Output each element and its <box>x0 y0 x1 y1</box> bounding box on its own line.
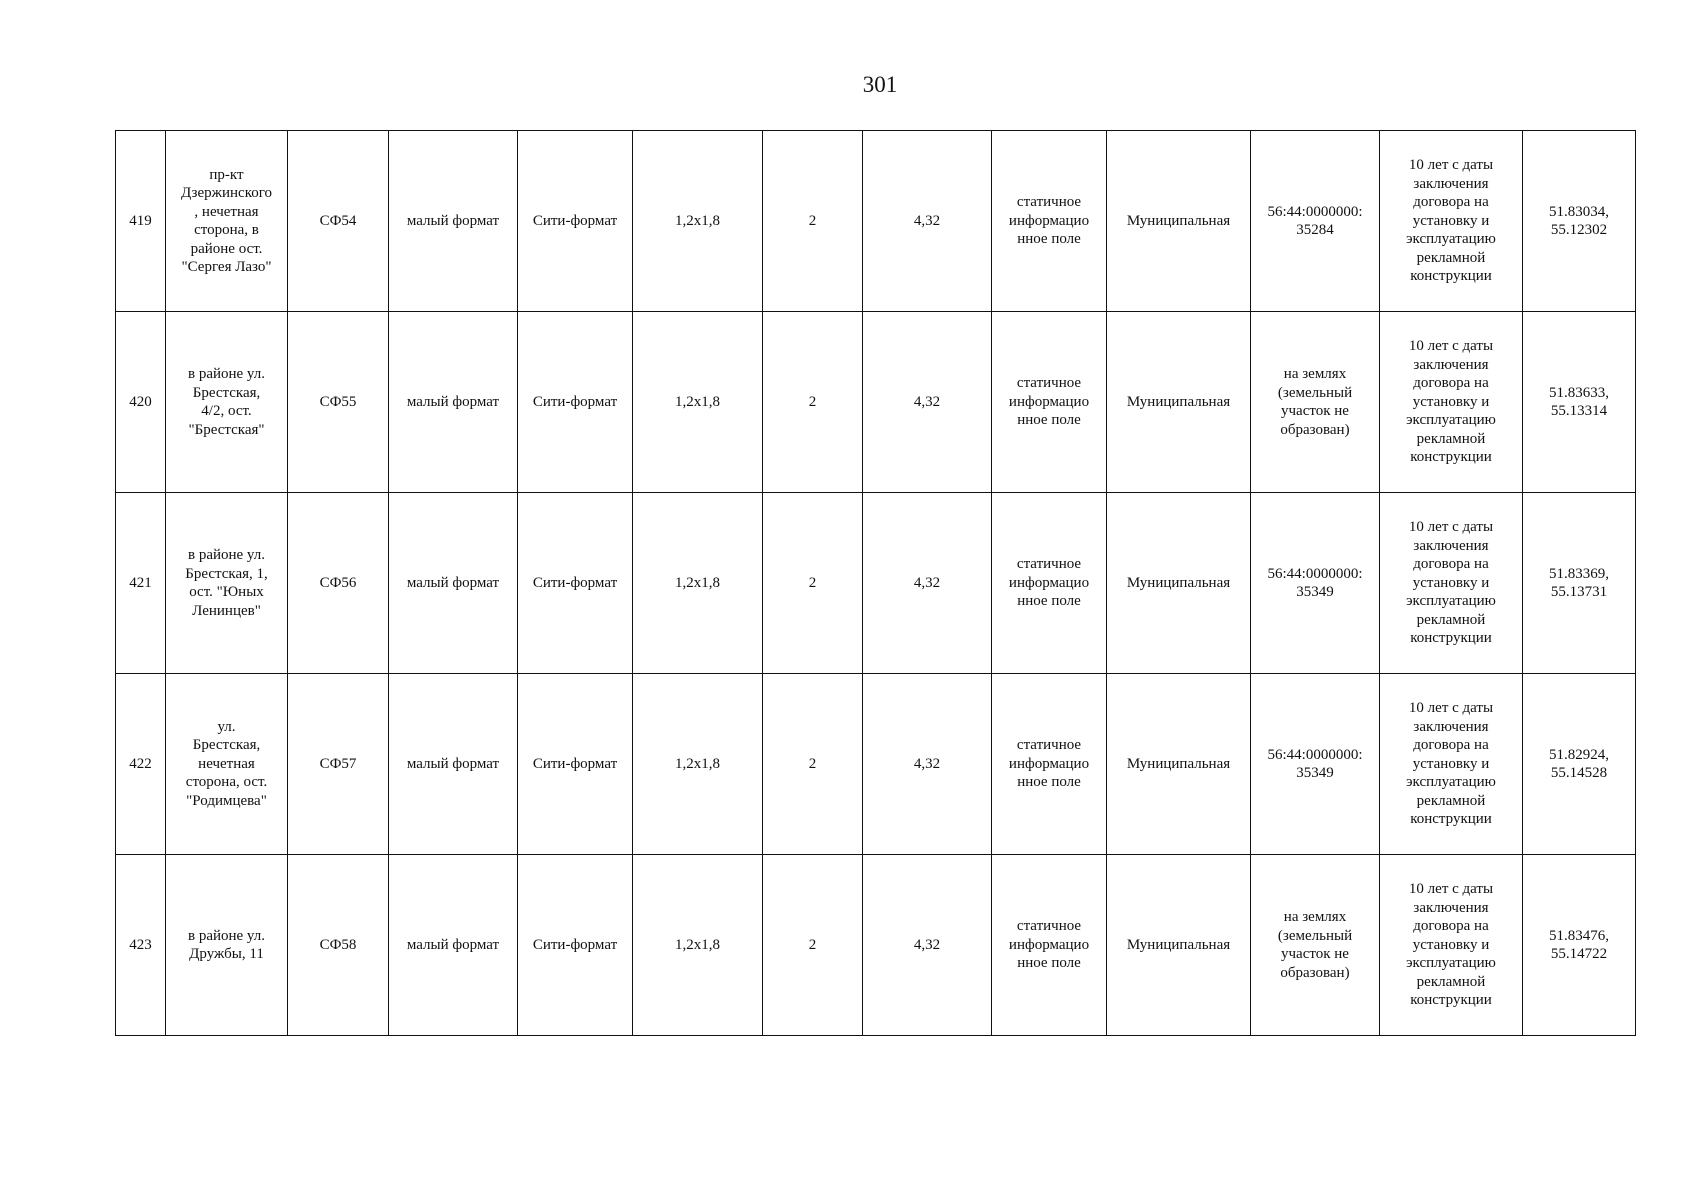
cell-cadastral: 56:44:0000000: 35349 <box>1251 674 1380 855</box>
cell-type: Сити-формат <box>518 131 633 312</box>
cell-size: 1,2x1,8 <box>633 131 763 312</box>
cell-field: статичное информацио нное поле <box>992 312 1107 493</box>
cell-format: малый формат <box>389 855 518 1036</box>
cell-format: малый формат <box>389 674 518 855</box>
cell-number: 423 <box>116 855 166 1036</box>
cell-ownership: Муниципальная <box>1107 312 1251 493</box>
cell-coords: 51.83034, 55.12302 <box>1523 131 1636 312</box>
cell-term: 10 лет с даты заключения договора на установку и эксплуатацию рекламной конструкции <box>1380 131 1523 312</box>
cell-size: 1,2x1,8 <box>633 312 763 493</box>
cell-number: 422 <box>116 674 166 855</box>
cell-term: 10 лет с даты заключения договора на установку и эксплуатацию рекламной конструкции <box>1380 312 1523 493</box>
table-row <box>116 312 1636 493</box>
cell-ownership: Муниципальная <box>1107 131 1251 312</box>
cell-address: в районе ул. Дружбы, 11 <box>166 855 288 1036</box>
cell-cadastral: на землях (земельный участок не образован) <box>1251 312 1380 493</box>
cell-sides: 2 <box>763 312 863 493</box>
cell-number: 419 <box>116 131 166 312</box>
cell-sides: 2 <box>763 855 863 1036</box>
cell-sides: 2 <box>763 674 863 855</box>
cell-code: СФ54 <box>288 131 389 312</box>
cell-format: малый формат <box>389 131 518 312</box>
cell-address: ул. Брестская, нечетная сторона, ост. "Родимцева" <box>166 674 288 855</box>
cell-size: 1,2x1,8 <box>633 674 763 855</box>
cell-area: 4,32 <box>863 131 992 312</box>
table-row <box>116 674 1636 855</box>
cell-field: статичное информацио нное поле <box>992 855 1107 1036</box>
cell-term: 10 лет с даты заключения договора на установку и эксплуатацию рекламной конструкции <box>1380 855 1523 1036</box>
cell-area: 4,32 <box>863 493 992 674</box>
cell-address: пр-кт Дзержинского , нечетная сторона, в районе ост. "Сергея Лазо" <box>166 131 288 312</box>
cell-code: СФ58 <box>288 855 389 1036</box>
cell-type: Сити-формат <box>518 855 633 1036</box>
cell-sides: 2 <box>763 131 863 312</box>
cell-area: 4,32 <box>863 312 992 493</box>
cell-ownership: Муниципальная <box>1107 493 1251 674</box>
cell-address: в районе ул. Брестская, 4/2, ост. "Брестская" <box>166 312 288 493</box>
cell-ownership: Муниципальная <box>1107 674 1251 855</box>
cell-code: СФ57 <box>288 674 389 855</box>
cell-area: 4,32 <box>863 674 992 855</box>
cell-number: 420 <box>116 312 166 493</box>
cell-size: 1,2x1,8 <box>633 493 763 674</box>
cell-address: в районе ул. Брестская, 1, ост. "Юных Ленинцев" <box>166 493 288 674</box>
cell-term: 10 лет с даты заключения договора на установку и эксплуатацию рекламной конструкции <box>1380 493 1523 674</box>
advertising-structures-table <box>115 130 1636 1036</box>
cell-cadastral: 56:44:0000000: 35284 <box>1251 131 1380 312</box>
cell-type: Сити-формат <box>518 493 633 674</box>
table-row <box>116 131 1636 312</box>
cell-coords: 51.83476, 55.14722 <box>1523 855 1636 1036</box>
cell-coords: 51.82924, 55.14528 <box>1523 674 1636 855</box>
cell-field: статичное информацио нное поле <box>992 131 1107 312</box>
cell-field: статичное информацио нное поле <box>992 674 1107 855</box>
table-row <box>116 493 1636 674</box>
cell-code: СФ56 <box>288 493 389 674</box>
table-row <box>116 855 1636 1036</box>
cell-format: малый формат <box>389 493 518 674</box>
cell-coords: 51.83369, 55.13731 <box>1523 493 1636 674</box>
cell-area: 4,32 <box>863 855 992 1036</box>
cell-field: статичное информацио нное поле <box>992 493 1107 674</box>
cell-ownership: Муниципальная <box>1107 855 1251 1036</box>
cell-type: Сити-формат <box>518 674 633 855</box>
cell-number: 421 <box>116 493 166 674</box>
cell-format: малый формат <box>389 312 518 493</box>
cell-cadastral: на землях (земельный участок не образован) <box>1251 855 1380 1036</box>
page-number: 301 <box>862 72 898 97</box>
cell-code: СФ55 <box>288 312 389 493</box>
cell-type: Сити-формат <box>518 312 633 493</box>
cell-size: 1,2x1,8 <box>633 855 763 1036</box>
cell-sides: 2 <box>763 493 863 674</box>
cell-coords: 51.83633, 55.13314 <box>1523 312 1636 493</box>
cell-term: 10 лет с даты заключения договора на установку и эксплуатацию рекламной конструкции <box>1380 674 1523 855</box>
cell-cadastral: 56:44:0000000: 35349 <box>1251 493 1380 674</box>
